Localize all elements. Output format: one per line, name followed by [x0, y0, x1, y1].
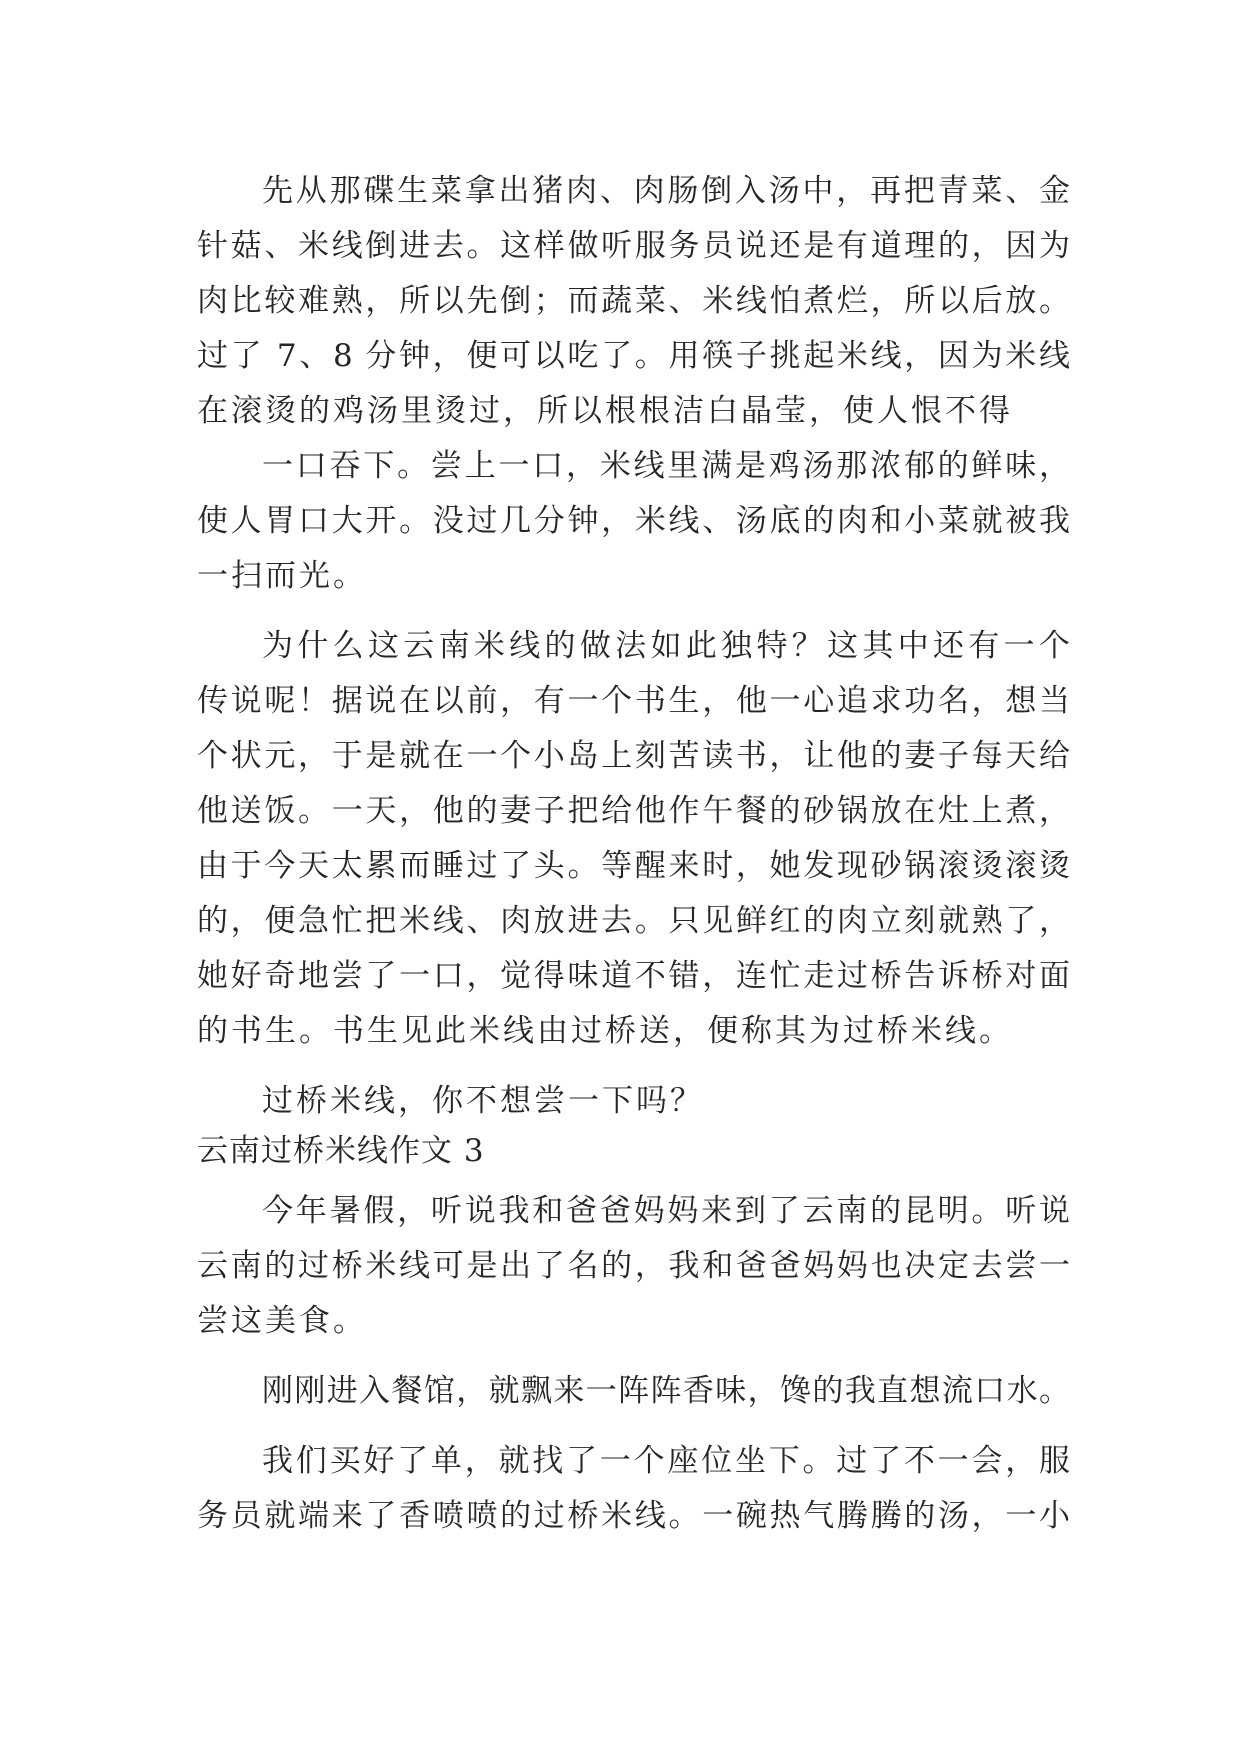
paragraph-line: 使人胃口大开。没过几分钟，米线、汤底的肉和小菜就被我 — [197, 503, 1070, 539]
paragraph-line: 在滚烫的鸡汤里烫过，所以根根洁白晶莹，使人恨不得 — [197, 393, 1013, 429]
paragraph-line: 的书生。书生见此米线由过桥送，便称其为过桥米线。 — [197, 1013, 1013, 1049]
paragraph-line: 针菇、米线倒进去。这样做听服务员说还是有道理的，因为 — [197, 228, 1070, 264]
paragraph-line: 由于今天太累而睡过了头。等醒来时，她发现砂锅滚烫滚烫 — [197, 848, 1070, 884]
paragraph-line: 一口吞下。尝上一口，米线里满是鸡汤那浓郁的鲜味， — [262, 448, 1070, 484]
paragraph-line: 她好奇地尝了一口，觉得味道不错，连忙走过桥告诉桥对面 — [197, 958, 1070, 994]
paragraph-line: 尝这美食。 — [197, 1303, 367, 1339]
paragraph-line: 为什么这云南米线的做法如此独特？这其中还有一个 — [262, 628, 1070, 664]
paragraph-line: 个状元，于是就在一个小岛上刻苦读书，让他的妻子每天给 — [197, 738, 1070, 774]
paragraph-line: 务员就端来了香喷喷的过桥米线。一碗热气腾腾的汤，一小 — [197, 1498, 1070, 1534]
paragraph-line: 过桥米线，你不想尝一下吗？ — [262, 1083, 704, 1119]
paragraph-line: 刚刚进入餐馆，就飘来一阵阵香味，馋的我直想流口水。 — [262, 1373, 1070, 1409]
paragraph-line: 他送饭。一天，他的妻子把给他作午餐的砂锅放在灶上煮， — [197, 793, 1070, 829]
paragraph-line: 的，便急忙把米线、肉放进去。只见鲜红的肉立刻就熟了， — [197, 903, 1070, 939]
paragraph-line: 云南的过桥米线可是出了名的，我和爸爸妈妈也决定去尝一 — [197, 1248, 1070, 1284]
paragraph-line: 一扫而光。 — [197, 558, 367, 594]
paragraph-line: 肉比较难熟，所以先倒；而蔬菜、米线怕煮烂，所以后放。 — [197, 283, 1070, 319]
section-heading: 云南过桥米线作文 3 — [197, 1133, 485, 1169]
paragraph-line: 先从那碟生菜拿出猪肉、肉肠倒入汤中，再把青菜、金 — [262, 173, 1070, 209]
paragraph-line: 过了 7、8 分钟，便可以吃了。用筷子挑起米线，因为米线 — [197, 338, 1070, 374]
paragraph-line: 传说呢！据说在以前，有一个书生，他一心追求功名，想当 — [197, 683, 1070, 719]
paragraph-line: 今年暑假，听说我和爸爸妈妈来到了云南的昆明。听说 — [262, 1193, 1070, 1229]
paragraph-line: 我们买好了单，就找了一个座位坐下。过了不一会，服 — [262, 1443, 1070, 1479]
